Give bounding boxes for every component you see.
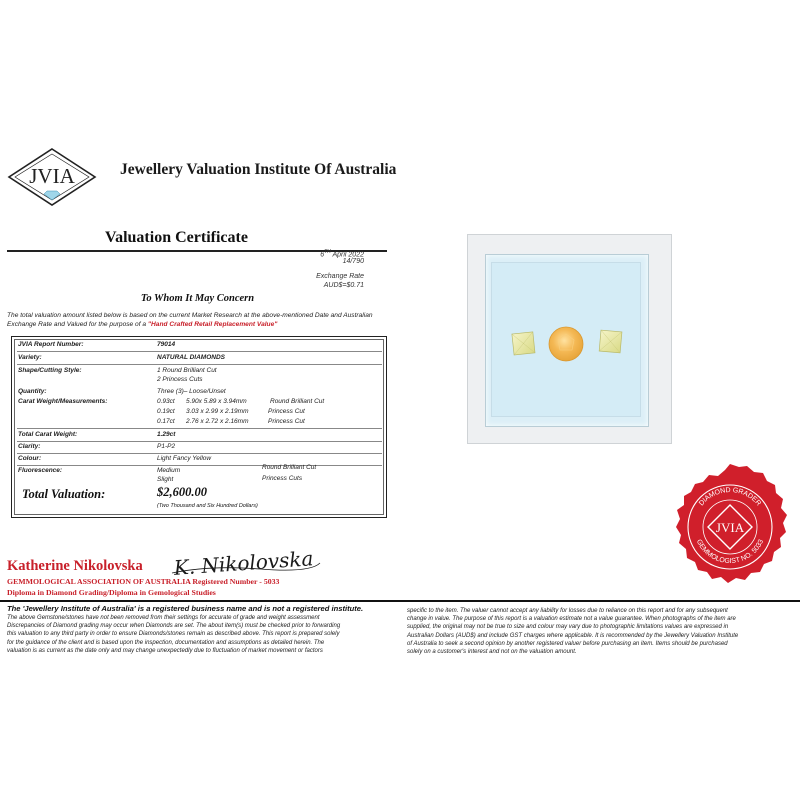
quantity-value: Three (3)– Loose/Unset [157, 388, 226, 395]
jvia-diamond-logo-icon [7, 147, 97, 209]
intro-paragraph [7, 312, 399, 329]
institute-name: Jewellery Valuation Institute Of Australia [120, 161, 397, 178]
disclaimer-line: supplied, the original may not be true to size and colour may vary due to photographic limitations values are expressed in [407, 624, 729, 631]
disclaimer-right-column [407, 607, 795, 656]
signature-text: K. Nikolovska [173, 546, 315, 580]
disclaimer-line: of Australia to seek a second opinion by another registered valuer before purchasing an item. Items should be purchased [407, 640, 728, 647]
variety-value: NATURAL DIAMONDS [157, 354, 226, 361]
disclaimer-line: change in value. The purpose of this report is a valuation estimate not a value guarantee. When photographs of the item are [407, 616, 736, 623]
shape-value-1: 1 Round Brilliant Cut [157, 367, 217, 374]
total-carat-value: 1.29ct [157, 431, 176, 438]
stone-dims: 2.76 x 2.72 x 2.16mm [186, 418, 249, 425]
valuation-purpose: "Hand Crafted Retail Replacement Value" [147, 320, 278, 328]
reference-number: 14/790 [342, 258, 364, 265]
disclaimer-line: The above Gemstone/stones have not been removed from their settings for accurate of grade and weight assessment [7, 615, 320, 621]
fluorescence-cut-1: Round Brilliant Cut [262, 464, 317, 471]
stone-cut: Round Brilliant Cut [270, 398, 325, 405]
disclaimer-left-column [7, 614, 399, 655]
report-number: 79014 [157, 341, 176, 348]
diamonds-image [485, 254, 649, 427]
fluorescence-cut-2: Princess Cuts [262, 475, 303, 482]
disclaimer-line: Australian Dollars (AUD$) and include GST charges where applicable. It is recommended by the Jewellery Valuation Institute [407, 632, 739, 639]
exchange-rate-label: Exchange Rate [316, 273, 364, 280]
clarity-label: Clarity: [18, 443, 41, 450]
fluorescence-value-1: Medium [157, 467, 181, 474]
disclaimer-line: this valuation to any third party in order to ensure Diamonds/stones remain as described above. This report is prepared solely [7, 631, 340, 638]
round-diamond [549, 327, 583, 361]
diamond-grader-seal-icon [665, 460, 795, 595]
colour-label: Colour: [18, 455, 42, 462]
stone-weight: 0.19ct [157, 408, 175, 415]
row-divider [17, 428, 382, 429]
logo-text: JVIA [29, 164, 75, 188]
quantity-label: Quantity: [18, 388, 47, 395]
disclaimer-heading: The 'Jewellery Institute of Australia' is a registered business name and is not a registered institute. [7, 604, 364, 613]
date-rest: April 2022 [330, 251, 364, 259]
clarity-value: P1-P2 [157, 443, 176, 450]
fluorescence-value-2: Slight [157, 476, 174, 483]
intro-text: The total valuation amount listed below is based on the current Market Research at the above-mentioned Date and Australian Exchange Rate and Valued for the purpose of a [7, 312, 373, 328]
disclaimer-line: for the guidance of the client and is based upon the inspection, documentation and assumptions as detailed herein. The [7, 639, 325, 646]
certificate-title: Valuation Certificate [105, 229, 248, 246]
stone-weight: 0.93ct [157, 398, 175, 405]
valuation-date [320, 249, 364, 258]
seal-bottom-text: GEMMOLOGIST NO. 5033 [694, 538, 766, 566]
valuer-credential-1: GEMMOLOGICAL ASSOCIATION OF AUSTRALIA Registered Number - 5033 [7, 577, 280, 586]
seal-center-text: JVIA [715, 520, 745, 535]
date-day: 6 [320, 251, 325, 259]
row-divider [17, 465, 382, 466]
variety-label: Variety: [18, 354, 42, 361]
total-valuation-amount: $2,600.00 [157, 485, 207, 499]
seal-top-text: DIAMOND GRADER [698, 486, 762, 508]
salutation: To Whom It May Concern [140, 293, 255, 304]
princess-diamond-right [599, 330, 622, 353]
row-divider [17, 364, 382, 365]
princess-diamond-left [512, 332, 535, 355]
row-divider [17, 453, 382, 454]
colour-value: Light Fancy Yellow [157, 455, 212, 462]
report-number-label: JVIA Report Number: [18, 341, 84, 348]
carat-label: Carat Weight/Measurements: [18, 398, 108, 405]
stone-weight: 0.17ct [157, 418, 175, 425]
disclaimer-line: Discrepancies of Diamond grading may occur when Diamonds are set. The about item(s) must be checked prior to forwarding [7, 623, 341, 630]
shape-label: Shape/Cutting Style: [18, 367, 82, 374]
exchange-rate-value: AUD$=$0.71 [323, 282, 364, 289]
total-valuation-label: Total Valuation: [22, 487, 106, 501]
stone-dims: 5.90x 5.89 x 3.94mm [186, 398, 247, 405]
disclaimer-line: solely on a customer's interest and not on the valuation amount. [407, 649, 577, 656]
valuer-credential-2: Diploma in Diamond Grading/Diploma in Gemological Studies [7, 588, 216, 597]
row-divider [17, 441, 382, 442]
total-valuation-words: (Two Thousand and Six Hundred Dollars) [157, 503, 258, 509]
total-carat-label: Total Carat Weight: [18, 431, 78, 438]
shape-value-2: 2 Princess Cuts [157, 376, 203, 383]
stone-dims: 3.03 x 2.99 x 2.19mm [186, 408, 249, 415]
fluorescence-label: Fluorescence: [18, 467, 63, 474]
disclaimer-line: valuation is as current as the date only and may change unexpectedly due to fluctuation of market movement or factors [7, 647, 323, 654]
stone-cut: Princess Cut [268, 418, 305, 425]
disclaimer-line: specific to the item. The valuer cannot accept any liability for losses due to reliance on this report and for any subsequent [407, 608, 728, 614]
footer-divider [0, 600, 800, 602]
stone-cut: Princess Cut [268, 408, 305, 415]
valuer-name: Katherine Nikolovska [7, 558, 143, 574]
row-divider [17, 351, 382, 352]
date-suffix: TH [324, 249, 331, 255]
